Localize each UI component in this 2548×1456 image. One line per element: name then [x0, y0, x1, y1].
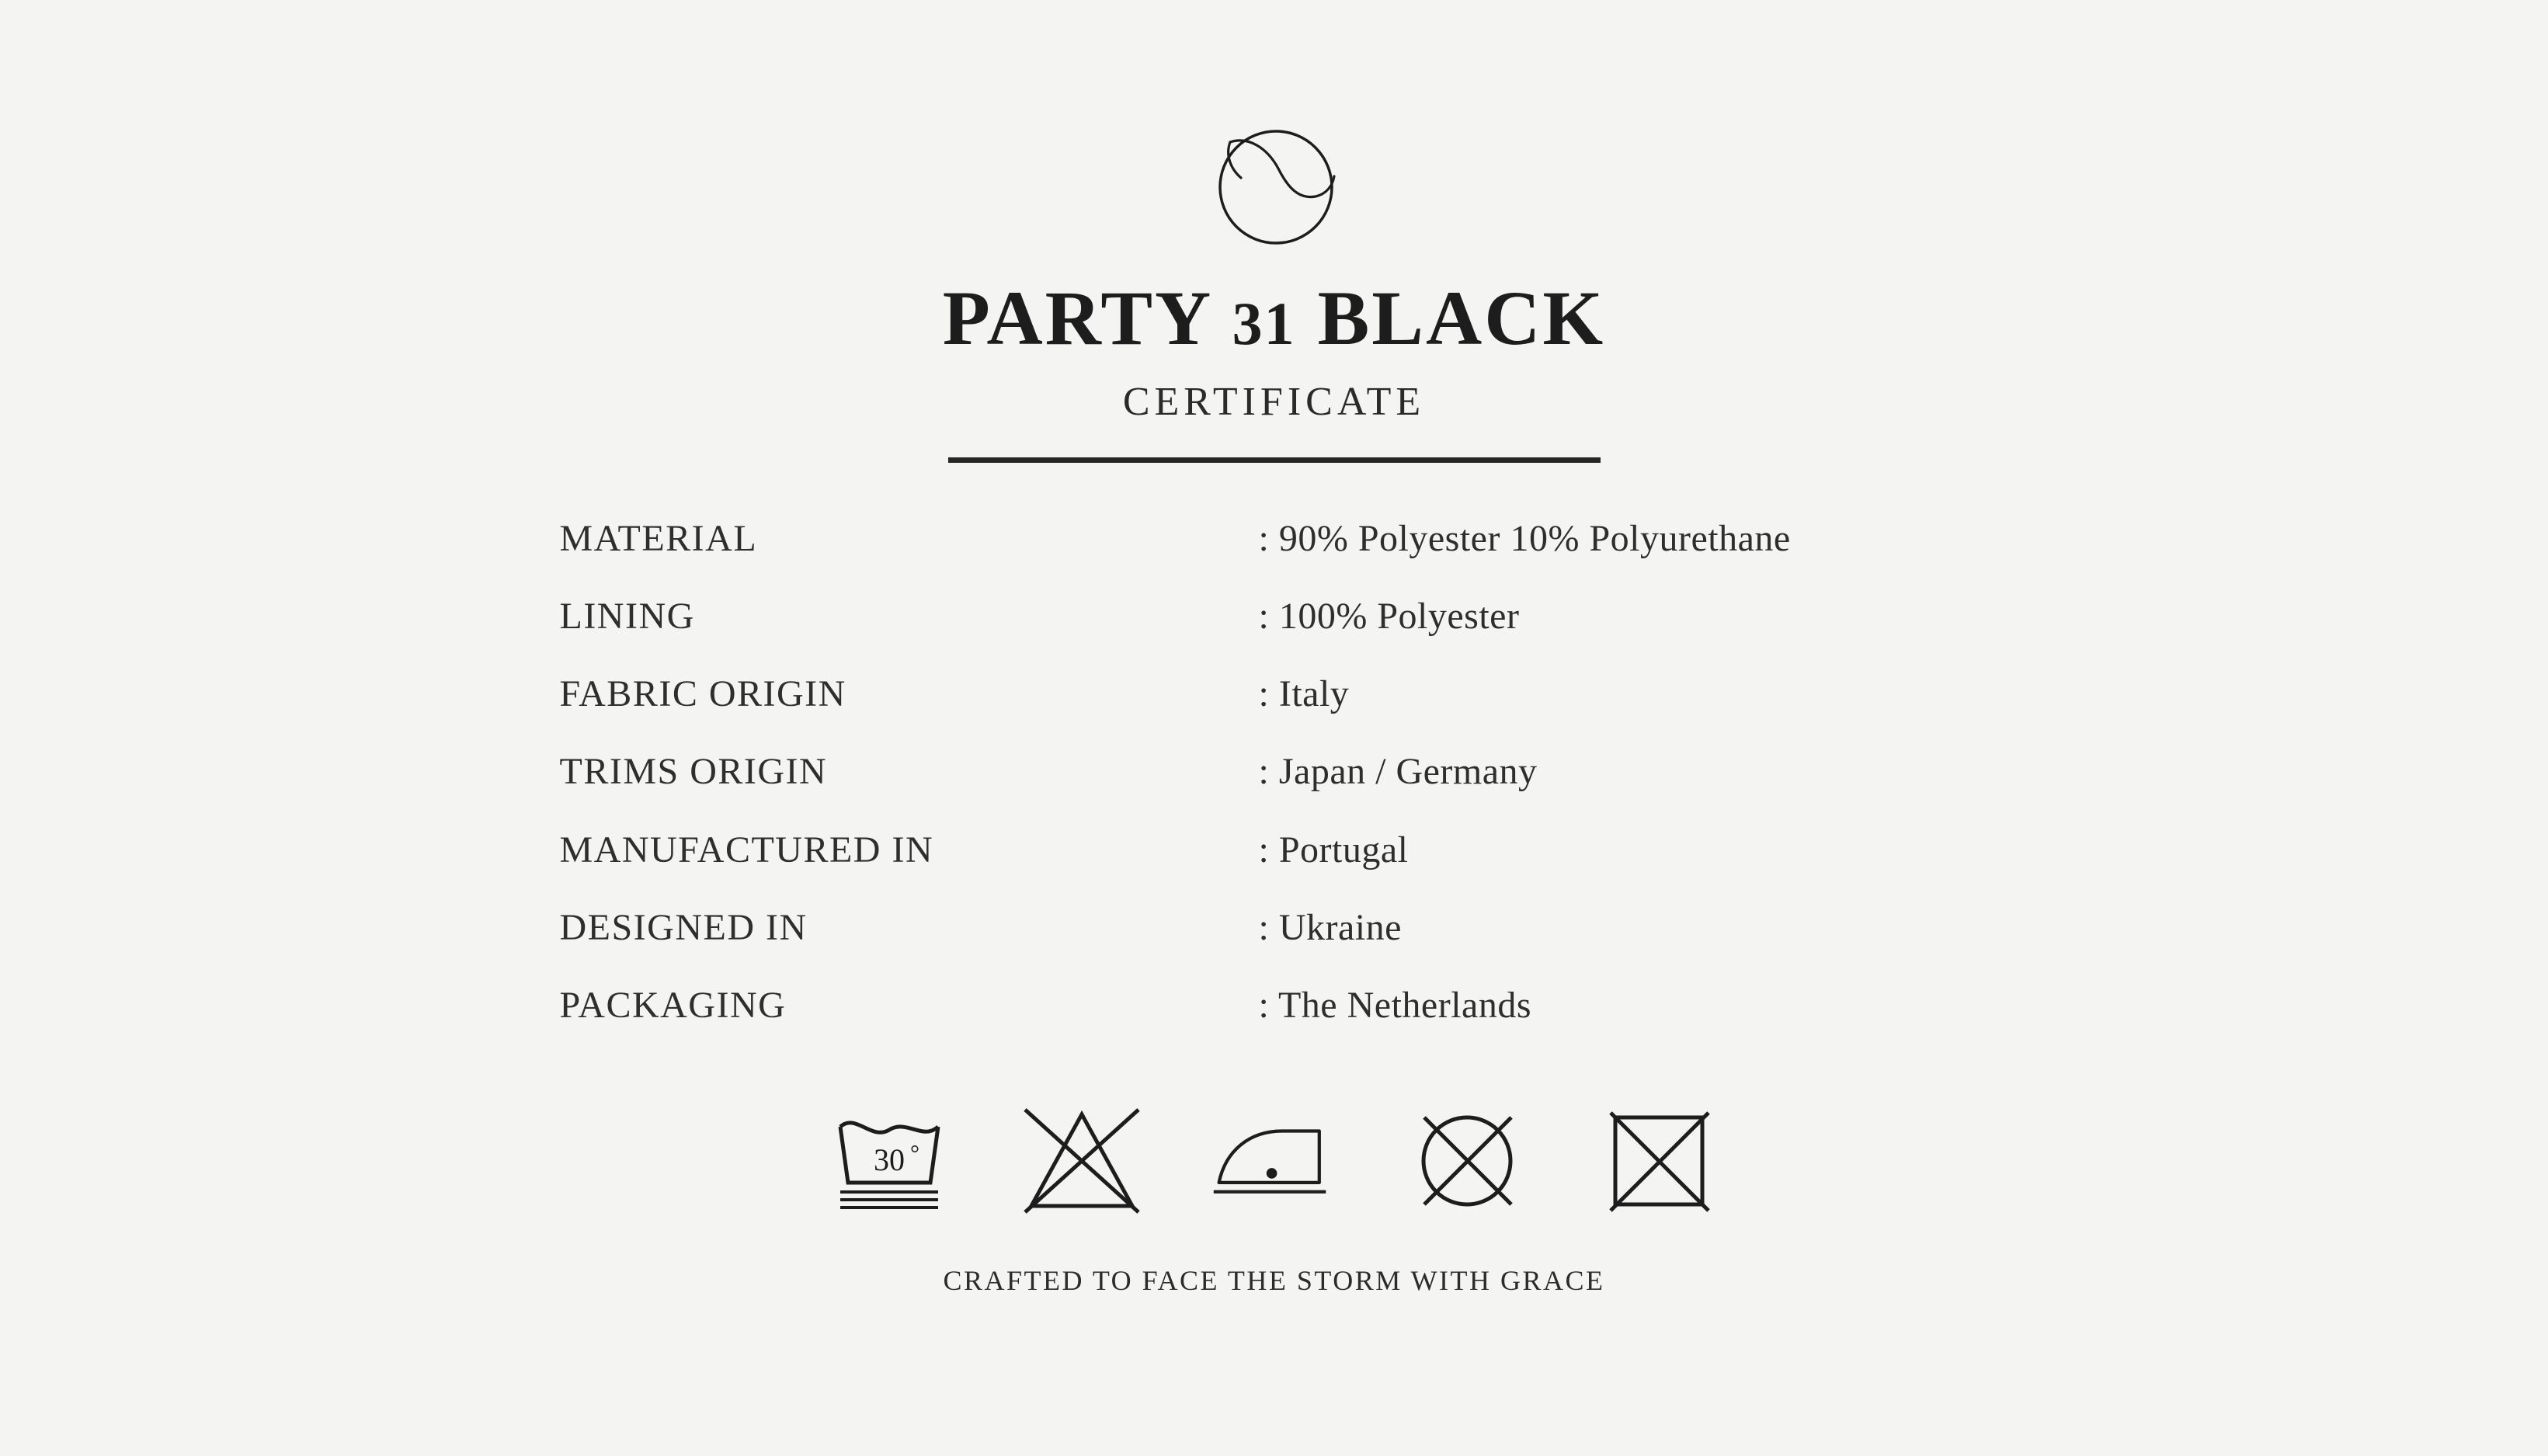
- do-not-dry-clean-icon: [1594, 1089, 1726, 1221]
- do-not-tumble-dry-icon: [1401, 1089, 1533, 1221]
- spec-value: : 100% Polyester: [1258, 596, 1520, 638]
- iron-low-heat-icon: [1208, 1089, 1340, 1221]
- spec-label: FABRIC ORIGIN: [559, 673, 846, 715]
- spec-value: : The Netherlands: [1258, 984, 1532, 1026]
- spec-value: : Japan / Germany: [1258, 751, 1538, 793]
- wash-30-degrees-icon: [823, 1089, 955, 1221]
- title-number: 31: [1232, 290, 1296, 357]
- spec-label: MANUFACTURED IN: [559, 829, 934, 870]
- spec-label: TRIMS ORIGIN: [559, 751, 828, 793]
- spec-label: PACKAGING: [559, 984, 787, 1026]
- spec-label: LINING: [559, 596, 695, 638]
- spec-value: : 90% Polyester 10% Polyurethane: [1258, 518, 1791, 559]
- brand-logo: [1177, 109, 1371, 264]
- spec-value: : Italy: [1258, 673, 1350, 715]
- spec-value: : Ukraine: [1258, 906, 1402, 948]
- do-not-bleach-icon: [1016, 1089, 1148, 1221]
- page-subtitle: CERTIFICATE: [1122, 380, 1426, 424]
- spec-value: : Portugal: [1258, 829, 1409, 870]
- footer-tagline: CRAFTED TO FACE THE STORM WITH GRACE: [943, 1265, 1605, 1297]
- wash-degree-symbol: °: [909, 1141, 919, 1167]
- wash-temperature-label: 30: [873, 1142, 905, 1178]
- page-title: [942, 275, 1606, 361]
- spec-label: MATERIAL: [559, 518, 758, 559]
- care-symbols-row: [823, 1089, 1726, 1221]
- specification-table: [560, 503, 1989, 1041]
- title-suffix: BLACK: [1295, 275, 1606, 361]
- circle-swoosh-logo-icon: [1185, 113, 1364, 260]
- title-main: PARTY: [942, 275, 1232, 361]
- spec-label: DESIGNED IN: [559, 906, 808, 948]
- title-divider: [948, 457, 1601, 463]
